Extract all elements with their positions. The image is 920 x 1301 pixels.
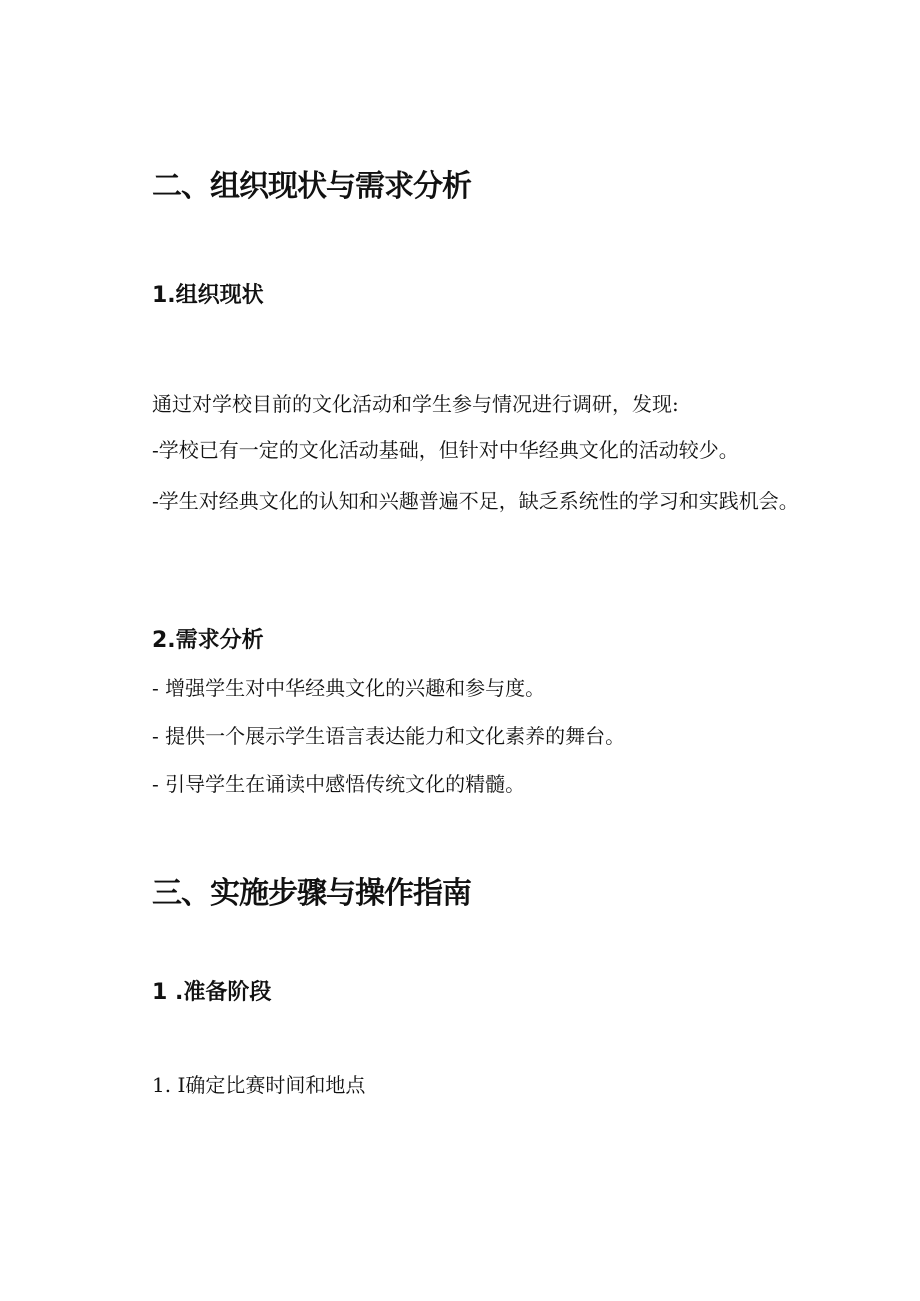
section3-sub1-heading: 1 .准备阶段 bbox=[152, 980, 272, 1005]
section2-sub2-heading: 2.需求分析 bbox=[152, 628, 264, 653]
section2-sub1-item-2: -学生对经典文化的认知和兴趣普遍不足，缺乏系统性的学习和实践机会。 bbox=[152, 489, 799, 513]
section2-sub1-item-1: -学校已有一定的文化活动基础，但针对中华经典文化的活动较少。 bbox=[152, 438, 739, 462]
section2-sub1-intro: 通过对学校目前的文化活动和学生参与情况进行调研，发现: bbox=[152, 392, 679, 416]
section2-sub1-heading: 1.组织现状 bbox=[152, 283, 264, 308]
section2-sub2-item-3: - 引导学生在诵读中感悟传统文化的精髓。 bbox=[152, 772, 526, 796]
section2-sub2-item-1: - 增强学生对中华经典文化的兴趣和参与度。 bbox=[152, 676, 546, 700]
section3-sub1-item-1: 1. I确定比赛时间和地点 bbox=[152, 1073, 366, 1097]
section2-heading: 二、组织现状与需求分析 bbox=[152, 169, 471, 204]
section2-sub2-item-2: - 提供一个展示学生语言表达能力和文化素养的舞台。 bbox=[152, 724, 626, 748]
section3-heading: 三、实施步骤与操作指南 bbox=[152, 876, 471, 911]
